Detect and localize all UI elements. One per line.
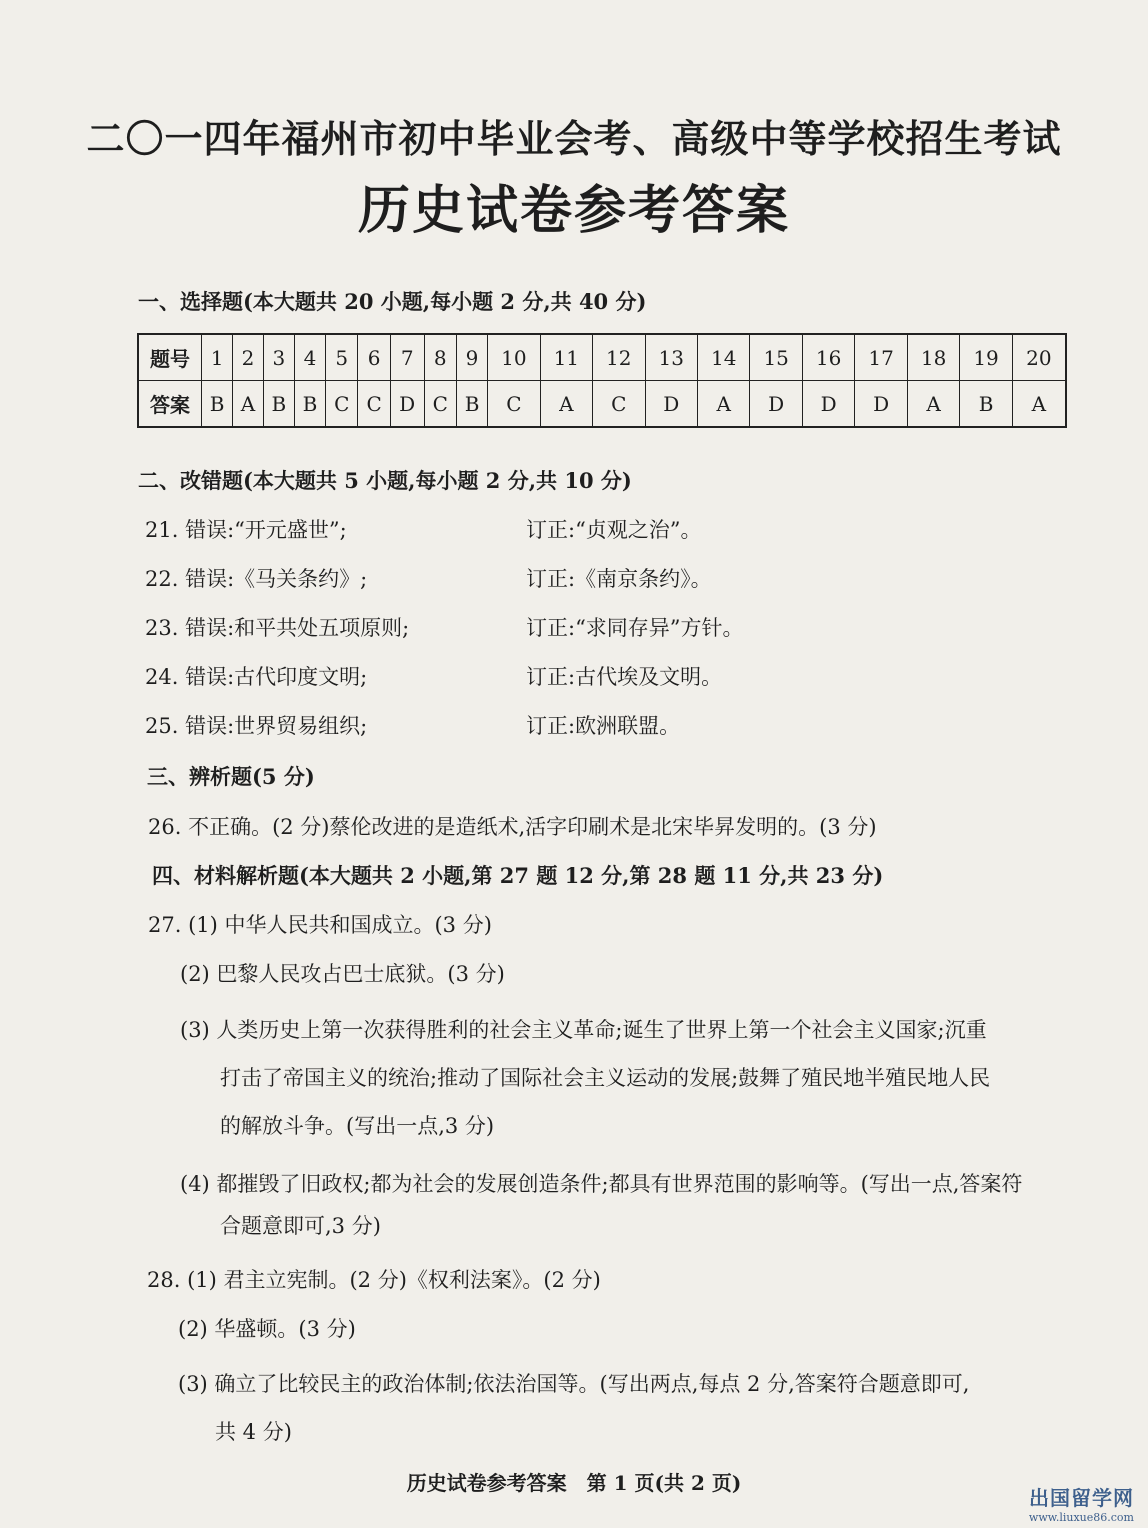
- q23-fix: 订正:“求同存异”方针。: [526, 616, 744, 640]
- answer-cell: B: [202, 381, 233, 428]
- answer-cell: A: [233, 381, 264, 428]
- question-number-cell: 8: [424, 334, 456, 381]
- answer-cell: C: [326, 381, 358, 428]
- q23-error: 23. 错误:和平共处五项原则;: [145, 616, 410, 640]
- q25-fix: 订正:欧洲联盟。: [526, 714, 681, 738]
- question-number-cell: 20: [1012, 334, 1066, 381]
- answer-cell: B: [960, 381, 1012, 428]
- answer-row: [138, 381, 1066, 428]
- answer-cell: C: [358, 381, 390, 428]
- q27-part1: 27. (1) 中华人民共和国成立。(3 分): [148, 913, 492, 937]
- question-number-cell: 18: [907, 334, 959, 381]
- question-number-cell: 17: [855, 334, 907, 381]
- q22-fix: 订正:《南京条约》。: [526, 567, 712, 591]
- section-4-heading: 四、材料解析题(本大题共 2 小题,第 27 题 12 分,第 28 题 11 分,共 23 分): [152, 863, 884, 888]
- question-number-cell: 9: [456, 334, 487, 381]
- exam-title: 二〇一四年福州市初中毕业会考、高级中等学校招生考试: [86, 116, 1062, 161]
- watermark-name: 出国留学网: [1029, 1486, 1134, 1510]
- question-number-cell: 19: [960, 334, 1012, 381]
- answer-cell: A: [907, 381, 959, 428]
- q27-part4-line1: (4) 都摧毁了旧政权;都为社会的发展创造条件;都具有世界范围的影响等。(写出一点,答案符: [180, 1172, 1023, 1196]
- q25-error: 25. 错误:世界贸易组织;: [145, 714, 368, 738]
- site-watermark: [1029, 1482, 1134, 1524]
- answer-cell: D: [802, 381, 854, 428]
- answer-cell: D: [750, 381, 802, 428]
- q27-part3-line1: (3) 人类历史上第一次获得胜利的社会主义革命;诞生了世界上第一个社会主义国家;沉重: [180, 1018, 987, 1042]
- answer-cell: D: [645, 381, 697, 428]
- question-number-cell: 1: [202, 334, 233, 381]
- q26-answer: 26. 不正确。(2 分)蔡伦改进的是造纸术,活字印刷术是北宋毕昇发明的。(3 分): [148, 815, 877, 839]
- page-title: 历史试卷参考答案: [357, 180, 790, 241]
- q24-error: 24. 错误:古代印度文明;: [145, 665, 368, 689]
- question-number-cell: 15: [750, 334, 802, 381]
- question-number-cell: 10: [488, 334, 540, 381]
- q27-part3-line3: 的解放斗争。(写出一点,3 分): [220, 1114, 495, 1138]
- question-number-cell: 14: [697, 334, 749, 381]
- answer-cell: B: [263, 381, 294, 428]
- q28-part1: 28. (1) 君主立宪制。(2 分)《权利法案》。(2 分): [147, 1268, 601, 1292]
- q28-part3-line2: 共 4 分): [215, 1420, 292, 1444]
- question-number-cell: 5: [326, 334, 358, 381]
- answer-cell: A: [540, 381, 592, 428]
- q21-fix: 订正:“贞观之治”。: [526, 518, 702, 542]
- section-3-heading: 三、辨析题(5 分): [147, 764, 315, 789]
- answer-cell: C: [424, 381, 456, 428]
- question-number-cell: 16: [802, 334, 854, 381]
- answer-cell: D: [390, 381, 424, 428]
- page-footer: 历史试卷参考答案 第 1 页(共 2 页): [406, 1471, 742, 1495]
- section-2-heading: 二、改错题(本大题共 5 小题,每小题 2 分,共 10 分): [138, 468, 632, 493]
- q24-fix: 订正:古代埃及文明。: [526, 665, 723, 689]
- q28-part2: (2) 华盛顿。(3 分): [178, 1317, 356, 1341]
- q27-part4-line2: 合题意即可,3 分): [220, 1214, 381, 1238]
- answer-cell: C: [488, 381, 540, 428]
- q27-part2: (2) 巴黎人民攻占巴士底狱。(3 分): [180, 962, 505, 986]
- watermark-url: www.liuxue86.com: [1028, 1511, 1134, 1524]
- question-number-cell: 13: [645, 334, 697, 381]
- answer-cell: B: [294, 381, 325, 428]
- question-number-cell: 3: [263, 334, 294, 381]
- question-number-cell: 6: [358, 334, 390, 381]
- section-1-heading: 一、选择题(本大题共 20 小题,每小题 2 分,共 40 分): [138, 289, 647, 314]
- row-label-number: 题号: [138, 334, 202, 381]
- answer-cell: A: [1012, 381, 1066, 428]
- q22-error: 22. 错误:《马关条约》;: [145, 567, 368, 591]
- question-number-cell: 12: [593, 334, 645, 381]
- question-number-cell: 7: [390, 334, 424, 381]
- question-number-cell: 4: [294, 334, 325, 381]
- answer-cell: D: [855, 381, 907, 428]
- question-number-row: [138, 334, 1066, 381]
- multiple-choice-answer-table: [137, 333, 1067, 428]
- question-number-cell: 11: [540, 334, 592, 381]
- question-number-cell: 2: [233, 334, 264, 381]
- answer-cell: B: [456, 381, 487, 428]
- row-label-answer: 答案: [138, 381, 202, 428]
- q28-part3-line1: (3) 确立了比较民主的政治体制;依法治国等。(写出两点,每点 2 分,答案符合题意即可,: [178, 1372, 970, 1396]
- answer-cell: A: [697, 381, 749, 428]
- q21-error: 21. 错误:“开元盛世”;: [145, 518, 347, 542]
- q27-part3-line2: 打击了帝国主义的统治;推动了国际社会主义运动的发展;鼓舞了殖民地半殖民地人民: [220, 1066, 991, 1090]
- answer-cell: C: [593, 381, 645, 428]
